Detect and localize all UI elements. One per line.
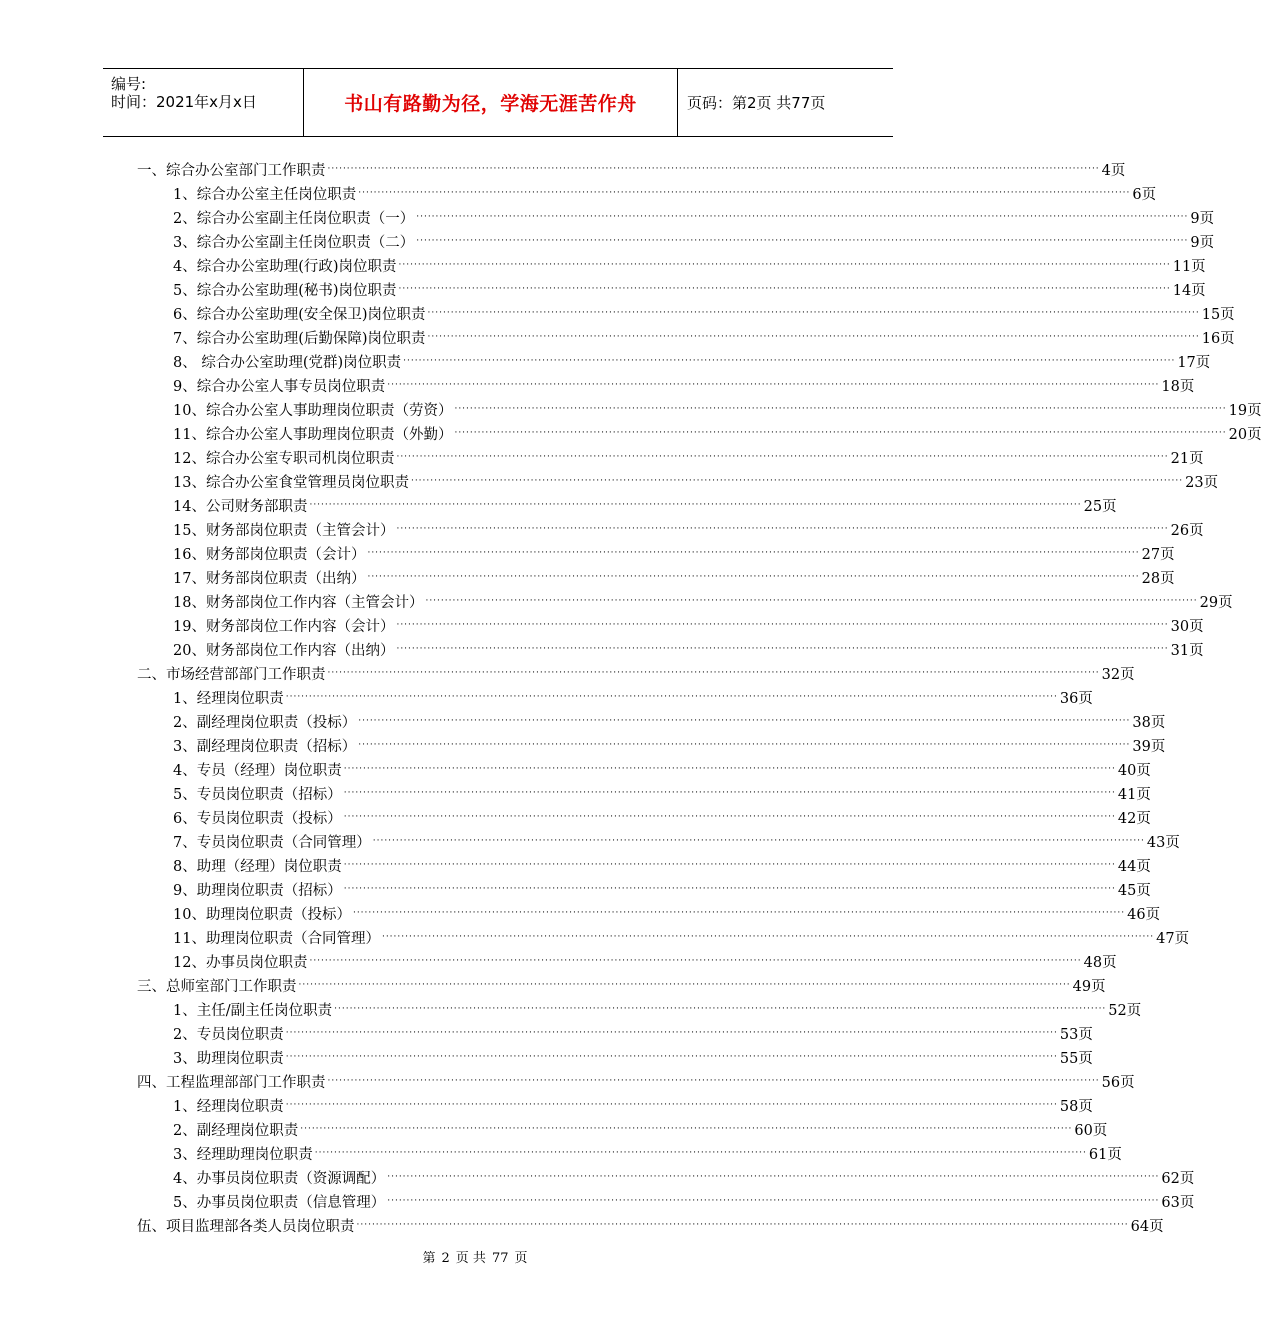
toc-entry-page: 11页	[1172, 258, 1206, 275]
toc-leader-dots: ········································································································································································································	[343, 764, 1116, 774]
toc-entry[interactable]	[173, 782, 1151, 804]
toc-entry[interactable]	[137, 158, 1126, 180]
toc-entry-page: 14页	[1172, 282, 1206, 299]
toc-leader-dots: ········································································································································································································	[285, 1028, 1058, 1038]
toc-leader-dots: ········································································································································································································	[367, 548, 1140, 558]
toc-entry-title: 1、经理岗位职责	[173, 690, 284, 707]
toc-entry[interactable]	[173, 470, 1219, 492]
toc-entry-page: 46页	[1127, 906, 1161, 923]
toc-entry-page: 18页	[1161, 378, 1195, 395]
toc-entry-page: 36页	[1059, 690, 1093, 707]
toc-leader-dots: ········································································································································································································	[285, 692, 1058, 702]
document-date: 时间：2021年x月x日	[111, 93, 257, 111]
toc-entry-title: 7、综合办公室助理(后勤保障)岗位职责	[173, 330, 426, 347]
toc-entry-page: 56页	[1101, 1074, 1135, 1091]
toc-entry[interactable]	[173, 494, 1117, 516]
toc-entry-title: 10、综合办公室人事助理岗位职责（劳资）	[173, 402, 453, 419]
toc-leader-dots: ········································································································································································································	[300, 1124, 1073, 1134]
toc-entry-title: 11、助理岗位职责（合同管理）	[173, 930, 380, 947]
toc-leader-dots: ········································································································································································································	[396, 644, 1169, 654]
toc-leader-dots: ········································································································································································································	[334, 1004, 1107, 1014]
toc-entry-page: 64页	[1130, 1218, 1164, 1235]
toc-entry-page: 63页	[1161, 1194, 1195, 1211]
toc-leader-dots: ········································································································································································································	[352, 908, 1126, 918]
footer-prefix: 第	[422, 1251, 436, 1266]
toc-entry-title: 5、办事员岗位职责（信息管理）	[173, 1194, 386, 1211]
toc-entry-title: 4、办事员岗位职责（资源调配）	[173, 1170, 386, 1187]
toc-leader-dots: ········································································································································································································	[356, 1220, 1129, 1230]
toc-entry-title: 二、市场经营部部门工作职责	[137, 666, 326, 683]
toc-leader-dots: ········································································································································································································	[416, 236, 1189, 246]
toc-leader-dots: ········································································································································································································	[454, 428, 1227, 438]
toc-leader-dots: ········································································································································································································	[387, 1196, 1160, 1206]
toc-entry-page: 60页	[1074, 1122, 1108, 1139]
toc-leader-dots: ········································································································································································································	[309, 500, 1082, 510]
toc-entry-title: 5、专员岗位职责（招标）	[173, 786, 342, 803]
toc-leader-dots: ········································································································································································································	[454, 404, 1227, 414]
toc-entry[interactable]	[173, 902, 1161, 924]
toc-entry[interactable]	[173, 926, 1190, 948]
toc-leader-dots: ········································································································································································································	[410, 476, 1184, 486]
toc-entry-title: 2、副经理岗位职责	[173, 1122, 299, 1139]
header-left-cell	[103, 69, 304, 136]
toc-leader-dots: ········································································································································································································	[403, 356, 1176, 366]
toc-entry-page: 42页	[1117, 810, 1151, 827]
toc-entry[interactable]	[173, 326, 1235, 348]
toc-leader-dots: ········································································································································································································	[367, 572, 1140, 582]
toc-entry-title: 14、公司财务部职责	[173, 498, 308, 515]
toc-leader-dots: ········································································································································································································	[285, 1100, 1058, 1110]
toc-entry-title: 6、专员岗位职责（投标）	[173, 810, 342, 827]
toc-entry[interactable]	[173, 854, 1151, 876]
toc-entry-title: 1、经理岗位职责	[173, 1098, 284, 1115]
toc-leader-dots: ········································································································································································································	[381, 932, 1155, 942]
toc-entry[interactable]	[173, 542, 1175, 564]
toc-entry-title: 11、综合办公室人事助理岗位职责（外勤）	[173, 426, 453, 443]
toc-entry-page: 19页	[1228, 402, 1262, 419]
toc-entry[interactable]	[173, 686, 1093, 708]
toc-leader-dots: ········································································································································································································	[314, 1148, 1087, 1158]
toc-entry-page: 16页	[1201, 330, 1235, 347]
toc-entry-page: 47页	[1156, 930, 1190, 947]
toc-entry-title: 伍、项目监理部各类人员岗位职责	[137, 1218, 355, 1235]
toc-entry-title: 15、财务部岗位职责（主管会计）	[173, 522, 395, 539]
header-right-cell	[678, 69, 893, 136]
toc-entry-page: 32页	[1101, 666, 1135, 683]
toc-leader-dots: ········································································································································································································	[309, 956, 1082, 966]
toc-entry-page: 40页	[1117, 762, 1151, 779]
toc-entry-title: 6、综合办公室助理(安全保卫)岗位职责	[173, 306, 426, 323]
toc-entry[interactable]	[173, 206, 1215, 228]
toc-entry-page: 31页	[1170, 642, 1204, 659]
toc-entry-title: 13、综合办公室食堂管理员岗位职责	[173, 474, 409, 491]
toc-entry-title: 三、总师室部门工作职责	[137, 978, 297, 995]
toc-leader-dots: ········································································································································································································	[298, 980, 1071, 990]
toc-entry[interactable]	[173, 1166, 1195, 1188]
toc-entry[interactable]	[173, 614, 1204, 636]
toc-entry-title: 2、专员岗位职责	[173, 1026, 284, 1043]
toc-entry[interactable]	[173, 806, 1151, 828]
toc-entry-page: 41页	[1117, 786, 1151, 803]
toc-entry-title: 10、助理岗位职责（投标）	[173, 906, 351, 923]
toc-entry[interactable]	[173, 278, 1206, 300]
toc-entry-title: 12、综合办公室专职司机岗位职责	[173, 450, 395, 467]
toc-entry[interactable]	[173, 950, 1117, 972]
toc-entry-title: 1、综合办公室主任岗位职责	[173, 186, 357, 203]
toc-entry-page: 9页	[1190, 210, 1215, 227]
toc-entry[interactable]	[173, 998, 1142, 1020]
toc-entry-title: 4、综合办公室助理(行政)岗位职责	[173, 258, 397, 275]
toc-entry-title: 3、经理助理岗位职责	[173, 1146, 313, 1163]
toc-entry[interactable]	[173, 1022, 1093, 1044]
toc-entry-title: 4、专员（经理）岗位职责	[173, 762, 342, 779]
toc-entry-page: 61页	[1088, 1146, 1122, 1163]
toc-leader-dots: ········································································································································································································	[398, 260, 1171, 270]
toc-entry-title: 7、专员岗位职责（合同管理）	[173, 834, 371, 851]
toc-entry-page: 53页	[1059, 1026, 1093, 1043]
toc-entry[interactable]	[173, 1142, 1122, 1164]
toc-entry-page: 39页	[1132, 738, 1166, 755]
toc-entry-page: 55页	[1059, 1050, 1093, 1067]
toc-entry-page: 9页	[1190, 234, 1215, 251]
footer-suffix: 页	[514, 1251, 528, 1266]
toc-leader-dots: ········································································································································································································	[327, 1076, 1100, 1086]
toc-leader-dots: ········································································································································································································	[343, 860, 1116, 870]
toc-entry-page: 20页	[1228, 426, 1262, 443]
toc-leader-dots: ········································································································································································································	[396, 620, 1169, 630]
toc-entry-title: 3、综合办公室副主任岗位职责（二）	[173, 234, 415, 251]
toc-leader-dots: ········································································································································································································	[372, 836, 1145, 846]
toc-leader-dots: ········································································································································································································	[387, 1172, 1160, 1182]
toc-entry[interactable]	[173, 1190, 1195, 1212]
toc-entry-page: 52页	[1108, 1002, 1142, 1019]
footer-page-number: 2	[441, 1251, 450, 1266]
toc-leader-dots: ········································································································································································································	[425, 596, 1198, 606]
toc-leader-dots: ········································································································································································································	[285, 1052, 1058, 1062]
header-motto-cell	[304, 69, 678, 136]
document-number-label: 编号:	[111, 75, 147, 93]
toc-entry[interactable]	[173, 182, 1157, 204]
toc-entry[interactable]	[173, 878, 1151, 900]
toc-leader-dots: ········································································································································································································	[427, 332, 1200, 342]
toc-entry[interactable]	[173, 734, 1166, 756]
toc-entry[interactable]	[173, 302, 1235, 324]
toc-leader-dots: ········································································································································································································	[327, 164, 1100, 174]
toc-leader-dots: ········································································································································································································	[398, 284, 1171, 294]
toc-entry-page: 21页	[1170, 450, 1204, 467]
toc-entry-title: 2、副经理岗位职责（投标）	[173, 714, 357, 731]
toc-leader-dots: ········································································································································································································	[416, 212, 1189, 222]
toc-entry-page: 15页	[1201, 306, 1235, 323]
header-page-info: 页码：第2页 共77页	[687, 94, 826, 112]
toc-entry-title: 1、主任/副主任岗位职责	[173, 1002, 333, 1019]
footer-total-pages: 77	[491, 1251, 509, 1266]
toc-leader-dots: ········································································································································································································	[396, 452, 1169, 462]
toc-entry-title: 19、财务部岗位工作内容（会计）	[173, 618, 395, 635]
toc-entry-title: 3、副经理岗位职责（招标）	[173, 738, 357, 755]
toc-entry[interactable]	[137, 974, 1106, 996]
toc-entry-title: 18、财务部岗位工作内容（主管会计）	[173, 594, 424, 611]
toc-entry-page: 38页	[1132, 714, 1166, 731]
toc-entry-page: 48页	[1083, 954, 1117, 971]
toc-entry-page: 26页	[1170, 522, 1204, 539]
page-footer	[0, 1247, 950, 1266]
toc-entry[interactable]	[173, 350, 1211, 372]
toc-entry[interactable]	[137, 1070, 1135, 1092]
toc-entry-title: 9、助理岗位职责（招标）	[173, 882, 342, 899]
toc-entry[interactable]	[173, 638, 1204, 660]
toc-entry-title: 16、财务部岗位职责（会计）	[173, 546, 366, 563]
toc-leader-dots: ········································································································································································································	[343, 884, 1116, 894]
toc-leader-dots: ········································································································································································································	[358, 188, 1131, 198]
toc-entry-page: 6页	[1132, 186, 1157, 203]
toc-entry[interactable]	[173, 398, 1262, 420]
toc-entry[interactable]	[173, 374, 1195, 396]
toc-leader-dots: ········································································································································································································	[396, 524, 1169, 534]
toc-entry[interactable]	[173, 446, 1204, 468]
toc-entry-page: 17页	[1177, 354, 1211, 371]
toc-entry[interactable]	[173, 1094, 1093, 1116]
toc-entry-page: 44页	[1117, 858, 1151, 875]
toc-leader-dots: ········································································································································································································	[343, 812, 1116, 822]
toc-entry[interactable]	[173, 422, 1262, 444]
toc-entry-title: 8、助理（经理）岗位职责	[173, 858, 342, 875]
toc-entry[interactable]	[173, 590, 1233, 612]
toc-entry[interactable]	[173, 518, 1204, 540]
toc-entry-title: 一、综合办公室部门工作职责	[137, 162, 326, 179]
toc-leader-dots: ········································································································································································································	[343, 788, 1116, 798]
toc-entry-page: 23页	[1185, 474, 1219, 491]
toc-entry-title: 四、工程监理部部门工作职责	[137, 1074, 326, 1091]
toc-entry-title: 17、财务部岗位职责（出纳）	[173, 570, 366, 587]
toc-entry[interactable]	[173, 710, 1166, 732]
toc-entry-page: 45页	[1117, 882, 1151, 899]
toc-leader-dots: ········································································································································································································	[387, 380, 1160, 390]
toc-entry[interactable]	[173, 566, 1175, 588]
toc-leader-dots: ········································································································································································································	[358, 740, 1131, 750]
toc-entry-page: 27页	[1141, 546, 1175, 563]
toc-entry-page: 49页	[1072, 978, 1106, 995]
toc-entry-title: 9、综合办公室人事专员岗位职责	[173, 378, 386, 395]
toc-entry-page: 62页	[1161, 1170, 1195, 1187]
toc-entry-title: 3、助理岗位职责	[173, 1050, 284, 1067]
toc-entry[interactable]	[173, 830, 1180, 852]
toc-leader-dots: ········································································································································································································	[358, 716, 1131, 726]
toc-entry-page: 43页	[1146, 834, 1180, 851]
toc-entry-page: 4页	[1101, 162, 1126, 179]
toc-entry-title: 2、综合办公室副主任岗位职责（一）	[173, 210, 415, 227]
toc-entry[interactable]	[137, 662, 1135, 684]
toc-leader-dots: ········································································································································································································	[327, 668, 1100, 678]
toc-entry-page: 25页	[1083, 498, 1117, 515]
toc-entry-title: 8、 综合办公室助理(党群)岗位职责	[173, 354, 402, 371]
toc-entry[interactable]	[173, 254, 1206, 276]
toc-entry-page: 58页	[1059, 1098, 1093, 1115]
toc-entry-title: 5、综合办公室助理(秘书)岗位职责	[173, 282, 397, 299]
toc-entry[interactable]	[173, 1118, 1108, 1140]
toc-leader-dots: ········································································································································································································	[427, 308, 1200, 318]
header-motto: 书山有路勤为径，学海无涯苦作舟	[344, 93, 637, 115]
toc-entry-page: 28页	[1141, 570, 1175, 587]
toc-entry[interactable]	[173, 758, 1151, 780]
toc-entry-page: 30页	[1170, 618, 1204, 635]
toc-entry-page: 29页	[1199, 594, 1233, 611]
footer-middle: 页 共	[455, 1251, 486, 1266]
page-header	[103, 68, 893, 137]
toc-entry[interactable]	[137, 1214, 1164, 1236]
toc-entry[interactable]	[173, 1046, 1093, 1068]
toc-entry-title: 20、财务部岗位工作内容（出纳）	[173, 642, 395, 659]
toc-entry[interactable]	[173, 230, 1215, 252]
toc-entry-title: 12、办事员岗位职责	[173, 954, 308, 971]
